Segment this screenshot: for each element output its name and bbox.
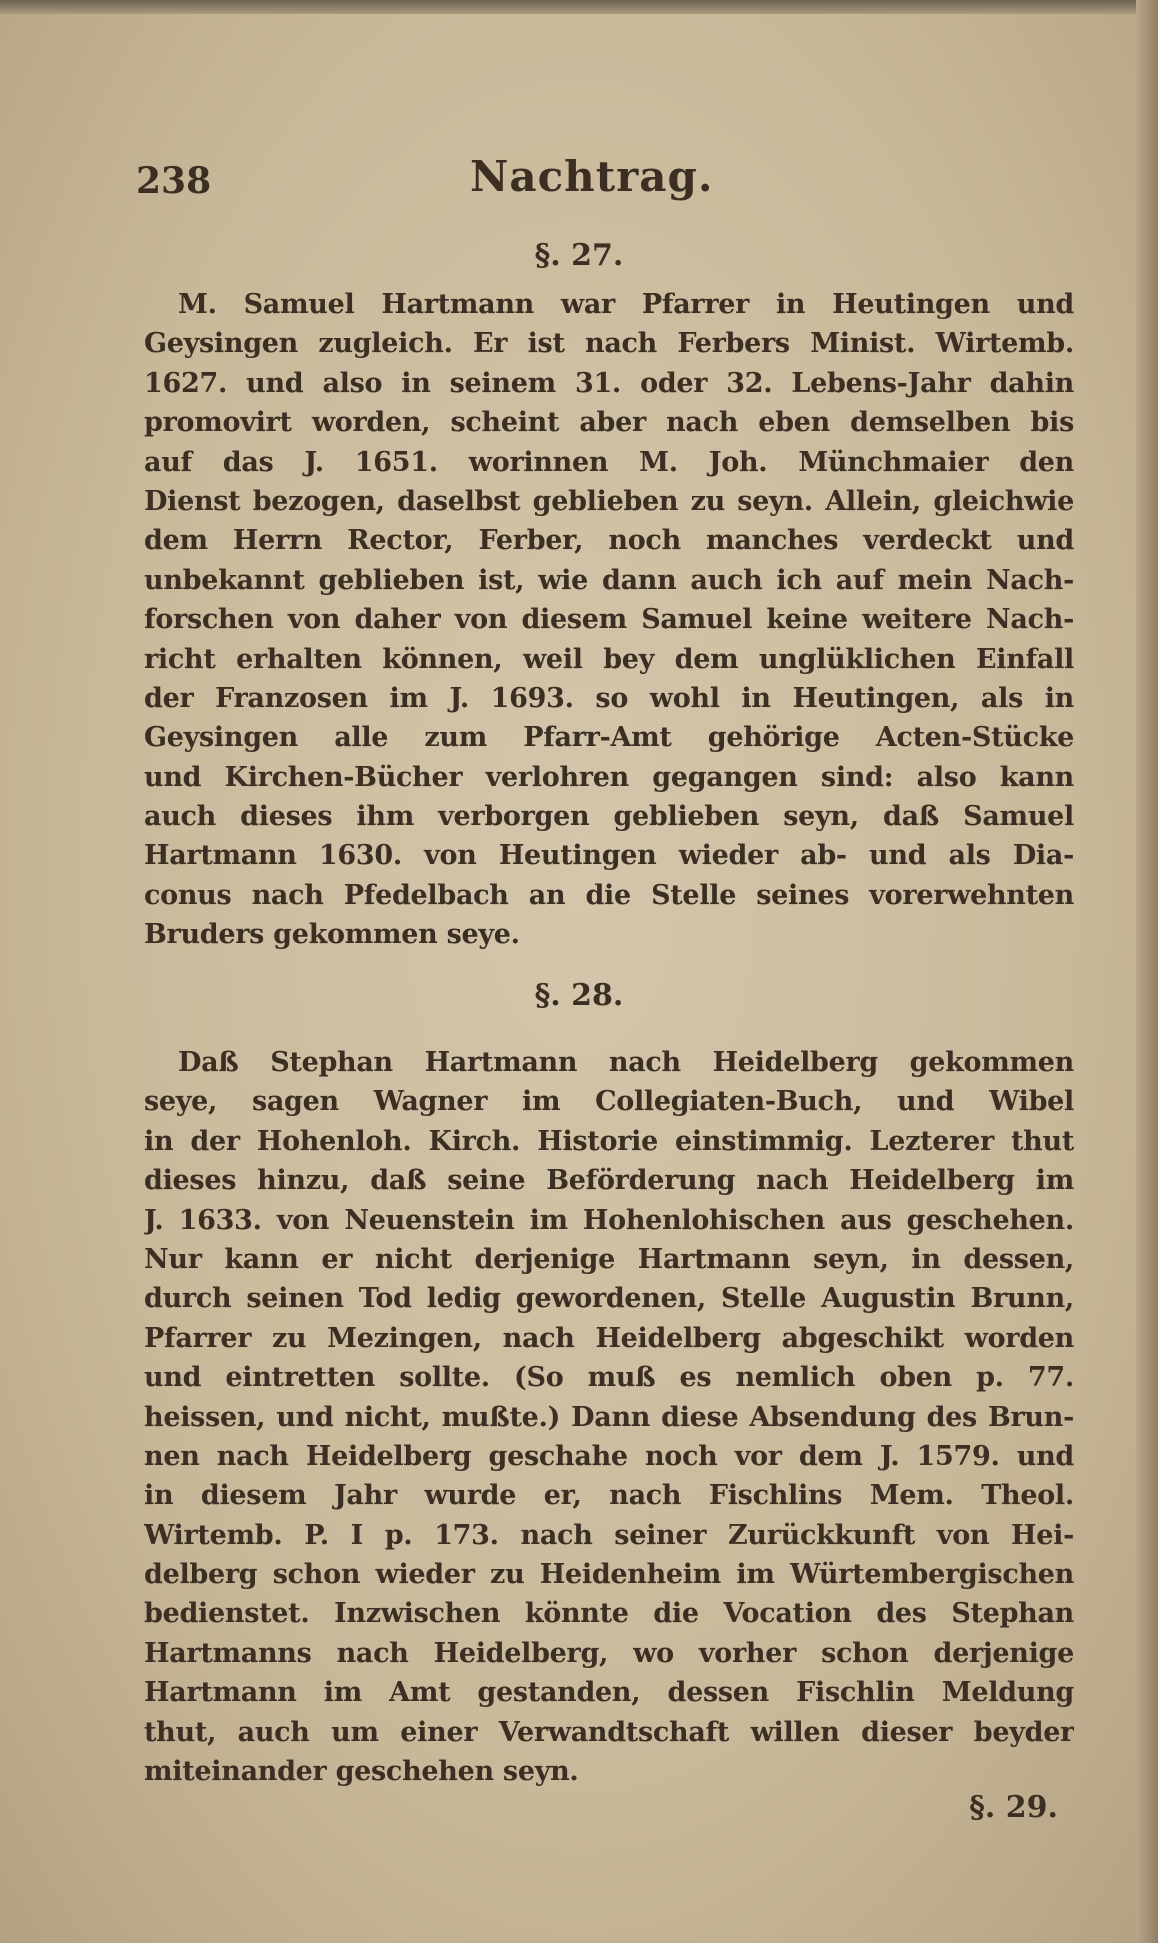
text-line: forschen von daher von diesem Samuel keine weitere Nach- [144,604,1074,636]
text-line: miteinander geschehen seyn. [144,1756,579,1788]
text-line: delberg schon wieder zu Heidenheim im Würtembergischen [144,1559,1074,1591]
page-top-edge [0,0,1158,14]
text-line: Wirtemb. P. I p. 173. nach seiner Zurückkunft von Hei- [144,1519,1074,1551]
text-line: dieses hinzu, daß seine Beförderung nach Heidelberg im [144,1165,1074,1197]
text-line: Hartmann im Amt gestanden, dessen Fischlin Meldung [144,1677,1074,1709]
running-title: Nachtrag. [470,152,714,201]
text-line: conus nach Pfedelbach an die Stelle seines vorerwehnten [144,879,1074,911]
page-right-edge [1136,0,1158,1943]
text-line: in diesem Jahr wurde er, nach Fischlins Mem. Theol. [144,1480,1074,1512]
text-line: thut, auch um einer Verwandtschaft willen dieser beyder [144,1716,1074,1748]
paragraph-section-27 [144,285,1074,955]
text-line: Hartmanns nach Heidelberg, wo vorher schon derjenige [144,1637,1074,1669]
text-line: durch seinen Tod ledig gewordenen, Stelle Augustin Brunn, [144,1283,1074,1315]
text-line: dem Herrn Rector, Ferber, noch manches verdeckt und [144,525,1074,557]
text-line: Geysingen alle zum Pfarr-Amt gehörige Acten-Stücke [144,722,1074,754]
text-line: seye, sagen Wagner im Collegiaten-Buch, und Wibel [144,1086,1074,1118]
text-line: bedienstet. Inzwischen könnte die Vocation des Stephan [144,1598,1074,1630]
paragraph-section-28 [144,1043,1074,1791]
text-line: 1627. und also in seinem 31. oder 32. Lebens-Jahr dahin [144,367,1074,399]
text-line: promovirt worden, scheint aber nach eben demselben bis [144,407,1074,439]
text-line: J. 1633. von Neuenstein im Hohenlohischen aus geschehen. [144,1204,1074,1236]
text-line: und Kirchen-Bücher verlohren gegangen sind: also kann [144,761,1074,793]
text-line: unbekannt geblieben ist, wie dann auch ich auf mein Nach- [144,564,1074,596]
text-line: richt erhalten können, weil bey dem unglüklichen Einfall [144,643,1074,675]
text-line: Pfarrer zu Mezingen, nach Heidelberg abgeschikt worden [144,1322,1074,1354]
text-line: nen nach Heidelberg geschahe noch vor dem J. 1579. und [144,1440,1074,1472]
text-line: und eintretten sollte. (So muß es nemlich oben p. 77. [144,1362,1074,1394]
text-line: in der Hohenloh. Kirch. Historie einstimmig. Lezterer thut [144,1125,1074,1157]
text-line: Dienst bezogen, daselbst geblieben zu seyn. Allein, gleichwie [144,485,1074,517]
section-heading-28: §. 28. [534,978,624,1013]
text-line: auch dieses ihm verborgen geblieben seyn, daß Samuel [144,801,1074,833]
text-line: der Franzosen im J. 1693. so wohl in Heutingen, als in [144,682,1074,714]
text-line: M. Samuel Hartmann war Pfarrer in Heutingen und [178,289,1074,320]
catchword: §. 29. [969,1790,1058,1825]
text-line: heissen, und nicht, mußte.) Dann diese Absendung des Brun- [144,1401,1074,1433]
text-line: Geysingen zugleich. Er ist nach Ferbers Minist. Wirtemb. [144,328,1074,360]
section-heading-27: §. 27. [534,238,624,273]
text-line: auf das J. 1651. worinnen M. Joh. Münchmaier den [144,446,1074,478]
text-line: Bruders gekommen seye. [144,919,520,951]
text-line: Nur kann er nicht derjenige Hartmann seyn, in dessen, [144,1243,1074,1275]
text-line: Daß Stephan Hartmann nach Heidelberg gekommen [178,1047,1074,1078]
text-line: Hartmann 1630. von Heutingen wieder ab- und als Dia- [144,840,1074,872]
page-number: 238 [136,160,212,202]
